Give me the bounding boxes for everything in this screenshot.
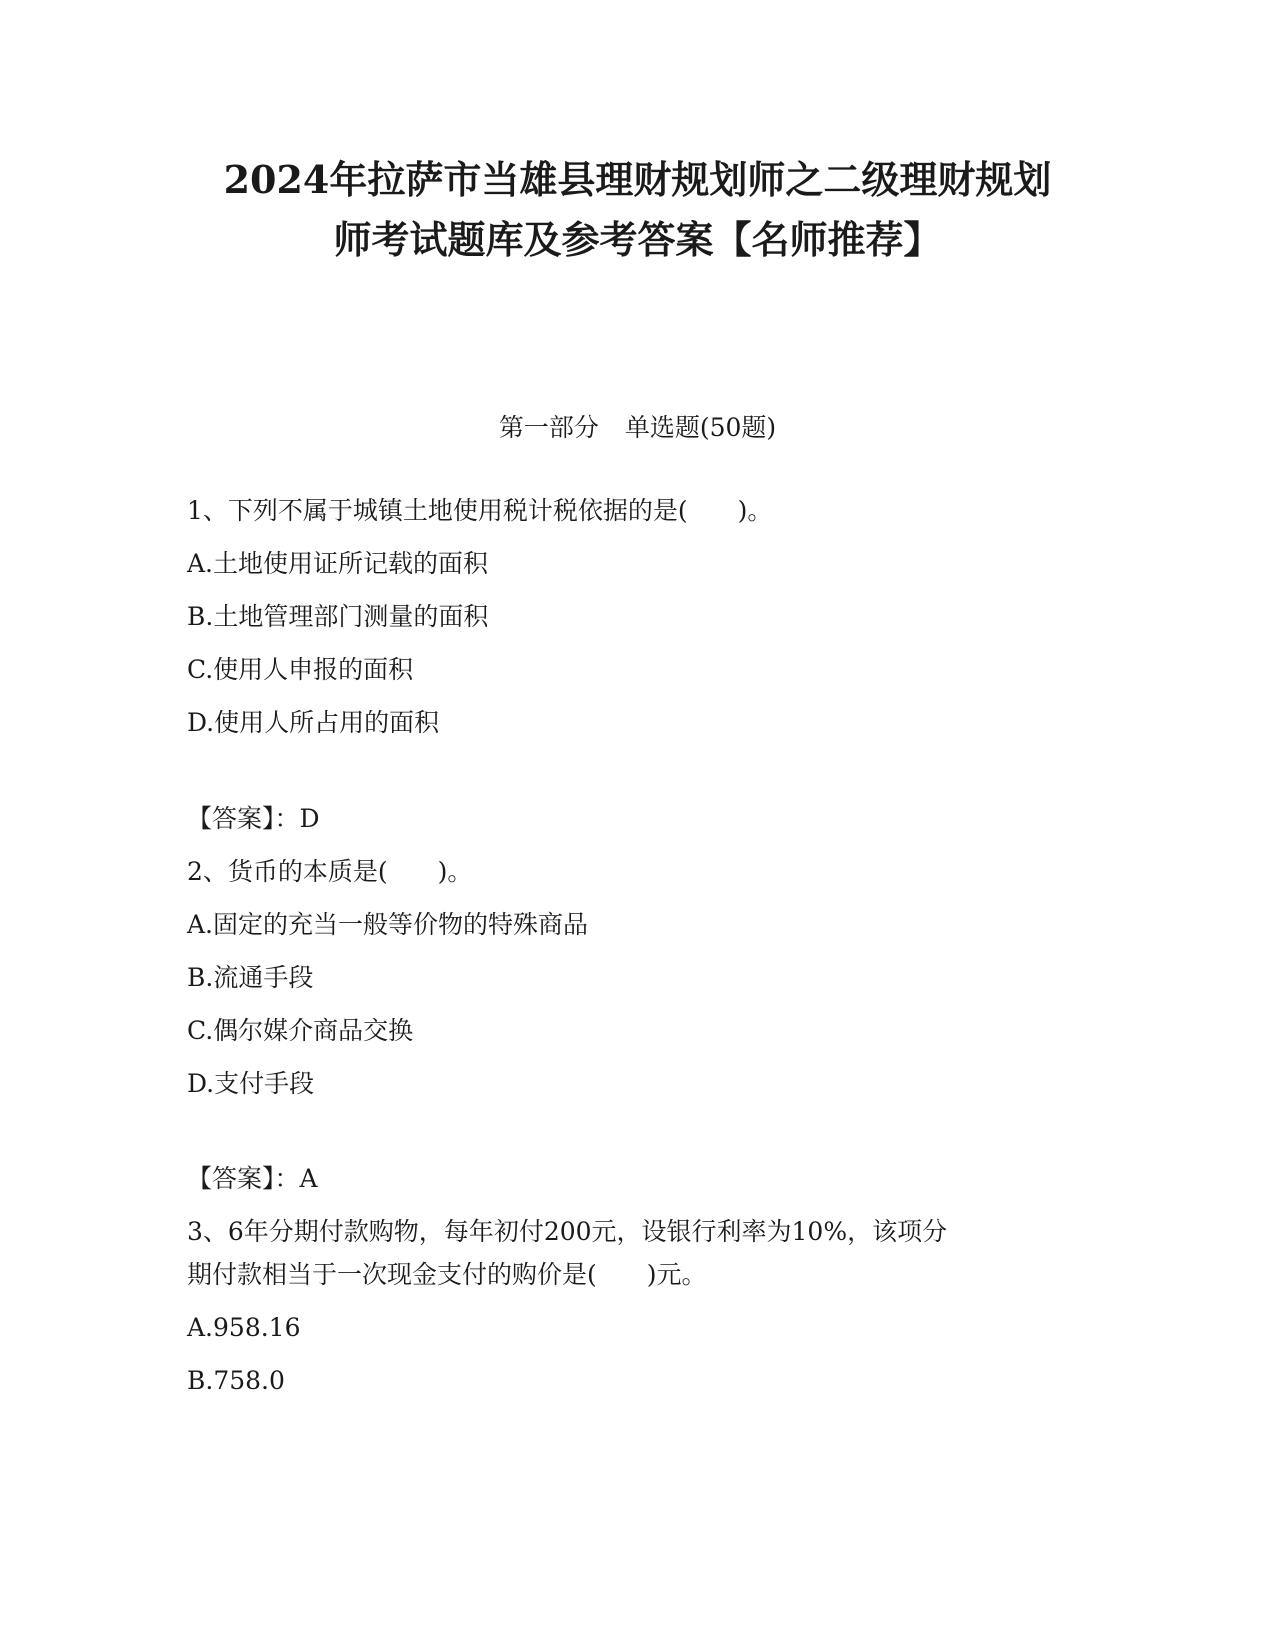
question-3-stem-line-2: 期付款相当于一次现金支付的购价是( )元。 bbox=[187, 1260, 707, 1289]
question-3-option-b: B.758.0 bbox=[187, 1366, 285, 1395]
question-1-option-d: D.使用人所占用的面积 bbox=[187, 708, 440, 737]
answer-value: D bbox=[299, 804, 320, 833]
document-title-line-1: 2024年拉萨市当雄县理财规划师之二级理财规划 bbox=[223, 157, 1052, 202]
section-heading bbox=[150, 410, 1125, 446]
question-2-option-b: B.流通手段 bbox=[187, 963, 314, 992]
answer-label: 【答案】： bbox=[187, 1164, 300, 1193]
question-1-option-b: B.土地管理部门测量的面积 bbox=[187, 602, 489, 631]
question-1-answer bbox=[187, 800, 1067, 838]
question-2-option-a: A.固定的充当一般等价物的特殊商品 bbox=[187, 910, 589, 939]
document-title-line-2: 师考试题库及参考答案【名师推荐】 bbox=[333, 217, 942, 262]
section-name: 单选题(50题) bbox=[624, 413, 777, 442]
question-1-stem: 1、下列不属于城镇土地使用税计税依据的是( )。 bbox=[187, 496, 773, 525]
question-2-option-c: C.偶尔媒介商品交换 bbox=[187, 1016, 414, 1045]
answer-label: 【答案】： bbox=[187, 804, 300, 833]
question-2-option-d: D.支付手段 bbox=[187, 1069, 315, 1098]
section-part: 第一部分 bbox=[498, 413, 599, 442]
question-3-option-a: A.958.16 bbox=[187, 1313, 301, 1342]
question-1-option-c: C.使用人申报的面积 bbox=[187, 655, 414, 684]
question-2-stem: 2、货币的本质是( )。 bbox=[187, 857, 473, 886]
question-2-answer bbox=[187, 1160, 1067, 1198]
answer-value: A bbox=[299, 1164, 318, 1193]
question-3-stem-line-1: 3、6年分期付款购物，每年初付200元，设银行利率为10%，该项分 bbox=[187, 1217, 948, 1246]
question-1-option-a: A.土地使用证所记载的面积 bbox=[187, 549, 489, 578]
